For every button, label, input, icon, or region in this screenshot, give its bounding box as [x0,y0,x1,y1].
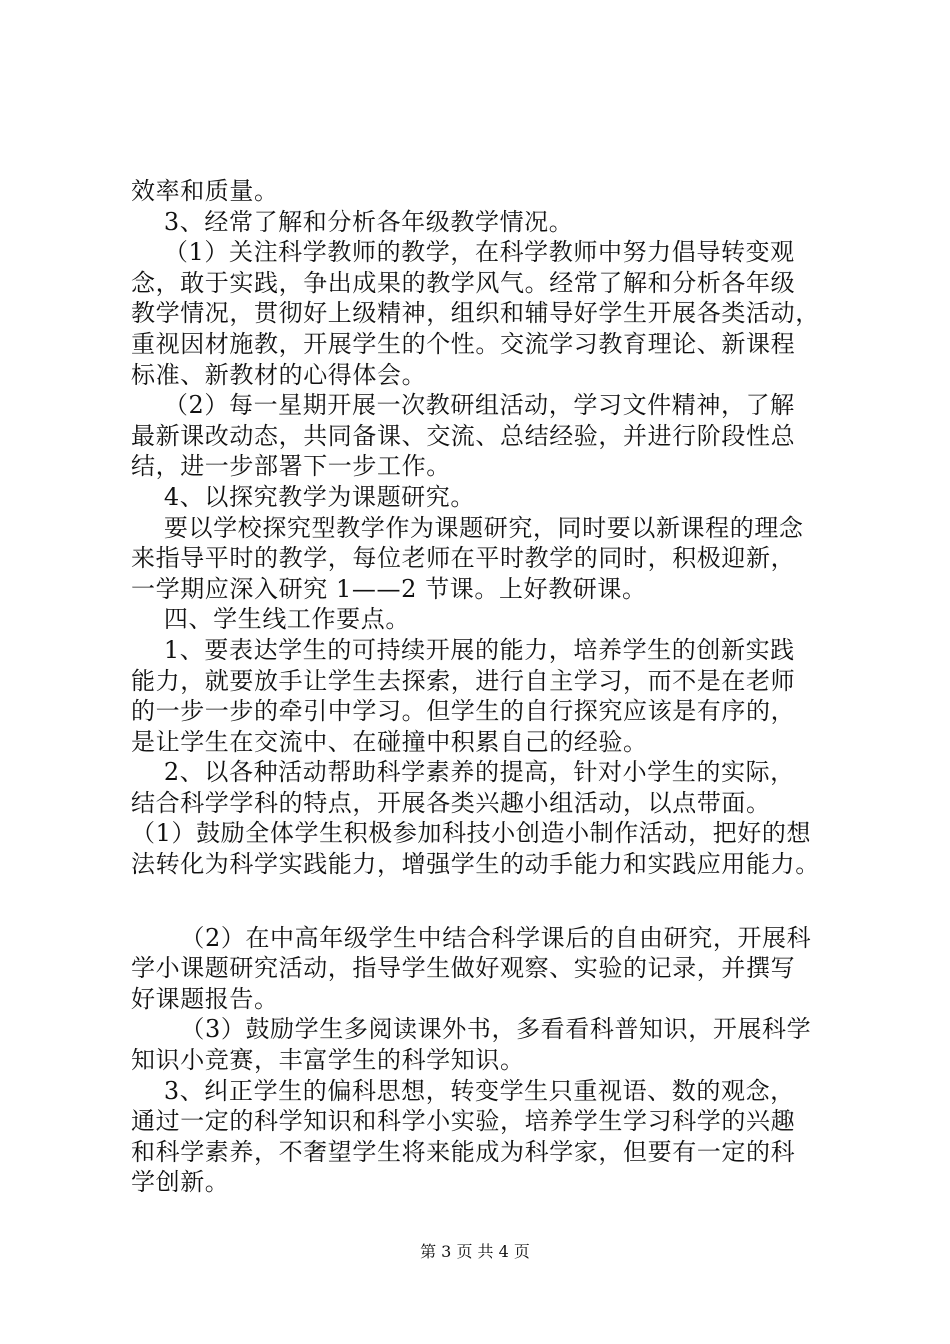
text-line: 要以学校探究型教学作为课题研究，同时要以新课程的理念 [131,513,804,542]
document-body [131,176,851,1198]
text-line: （2）每一星期开展一次教研组活动，学习文件精神，了解 [131,391,795,420]
text-line: 结，进一步部署下一步工作。 [131,452,451,481]
text-line: （2）在中高年级学生中结合科学课后的自由研究，开展科 [131,923,812,952]
text-line: 知识小竞赛，丰富学生的科学知识。 [131,1046,525,1075]
text-line: 4、以探究教学为课题研究。 [131,482,475,511]
text-line: 四、学生线工作要点。 [131,605,410,634]
text-line: 学小课题研究活动，指导学生做好观察、实验的记录，并撰写 [131,954,796,983]
text-line: 是让学生在交流中、在碰撞中积累自己的经验。 [131,727,648,756]
text-line: 一学期应深入研究 1——2 节课。上好教研课。 [131,574,647,603]
text-line: 来指导平时的教学，每位老师在平时教学的同时，积极迎新， [131,544,796,573]
text-line: 标准、新教材的心得体会。 [131,360,427,389]
text-line: （3）鼓励学生多阅读课外书，多看看科普知识，开展科学 [131,1015,812,1044]
text-line: 通过一定的科学知识和科学小实验，培养学生学习科学的兴趣 [131,1107,796,1136]
text-line: 效率和质量。 [131,177,279,205]
paragraph-gap [131,880,851,923]
text-line: 能力，就要放手让学生去探索，进行自主学习，而不是在老师 [131,666,796,695]
text-line: 念，敢于实践，争出成果的教学风气。经常了解和分析各年级 [131,268,796,297]
text-line: 最新课改动态，共同备课、交流、总结经验，并进行阶段性总 [131,421,796,450]
text-line: 2、以各种活动帮助科学素养的提高，针对小学生的实际， [131,758,795,787]
text-line: 的一步一步的牵引中学习。但学生的自行探究应该是有序的， [131,697,796,726]
text-line: 教学情况，贯彻好上级精神，组织和辅导好学生开展各类活动， [131,299,820,328]
text-line: （1）关注科学教师的教学，在科学教师中努力倡导转变观 [131,238,795,267]
text-line: 好课题报告。 [131,984,279,1013]
text-line: 结合科学学科的特点，开展各类兴趣小组活动，以点带面。 [131,788,771,817]
page-number-footer: 第 3 页 共 4 页 [420,1242,530,1261]
text-line: （1）鼓励全体学生积极参加科技小创造小制作活动，把好的想 [131,819,812,848]
text-line: 重视因材施教，开展学生的个性。交流学习教育理论、新课程 [131,329,796,358]
text-line: 1、要表达学生的可持续开展的能力，培养学生的创新实践 [131,635,795,664]
text-line: 和科学素养，不奢望学生将来能成为科学家，但要有一定的科 [131,1137,796,1166]
text-line: 3、经常了解和分析各年级教学情况。 [131,207,574,236]
text-line: 3、纠正学生的偏科思想，转变学生只重视语、数的观念， [131,1076,795,1105]
text-line: 法转化为科学实践能力，增强学生的动手能力和实践应用能力。 [131,850,820,879]
text-line: 学创新。 [131,1168,230,1197]
